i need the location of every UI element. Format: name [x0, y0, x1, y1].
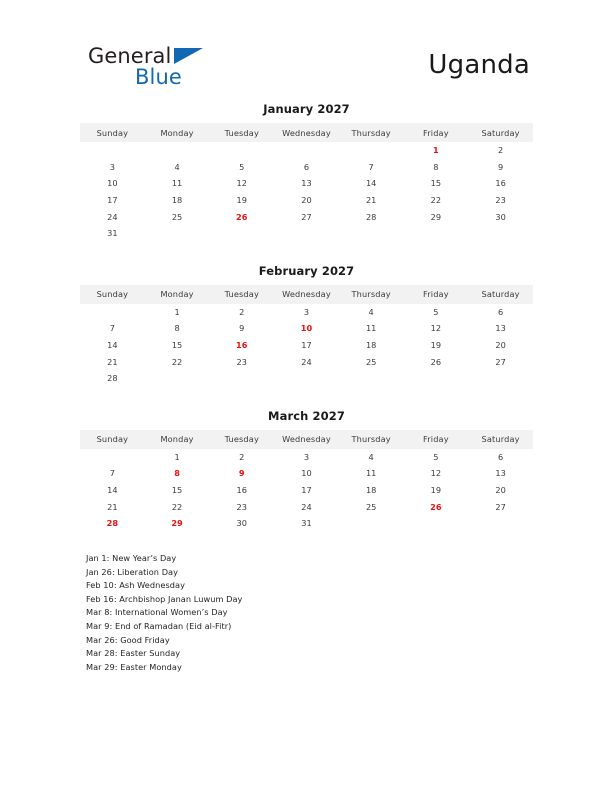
weekday-header-tuesday: Tuesday: [209, 123, 274, 142]
day-cell-holiday[interactable]: 29: [171, 518, 183, 529]
day-cell[interactable]: 23: [495, 195, 506, 206]
day-cell[interactable]: 24: [301, 356, 312, 367]
holiday-list: [86, 552, 506, 674]
weekday-header-row: [80, 123, 533, 142]
holiday-list-item: Mar 28: Easter Sunday: [86, 648, 181, 659]
day-cell[interactable]: 14: [365, 178, 377, 189]
day-cell-empty: [209, 225, 274, 242]
weekday-header-saturday: Saturday: [468, 285, 533, 304]
day-cell[interactable]: 22: [171, 501, 183, 512]
day-cell[interactable]: 30: [236, 518, 247, 529]
month-grid: [80, 285, 533, 387]
week-row: [80, 159, 533, 176]
weekday-header-friday: Friday: [404, 285, 469, 304]
weekday-header-sunday: Sunday: [80, 123, 145, 142]
day-cell[interactable]: 16: [236, 485, 247, 496]
day-cell[interactable]: 19: [430, 485, 442, 496]
day-cell[interactable]: 2: [239, 306, 245, 317]
day-cell[interactable]: 19: [236, 195, 247, 206]
day-cell-empty: [339, 225, 404, 242]
day-cell[interactable]: 2: [498, 145, 504, 156]
weekday-header-wednesday: Wednesday: [274, 285, 339, 304]
day-cell[interactable]: 12: [430, 323, 442, 334]
day-cell[interactable]: 12: [430, 468, 442, 479]
day-cell-empty: [404, 370, 469, 387]
day-cell[interactable]: 6: [303, 161, 310, 172]
day-cell[interactable]: 29: [430, 211, 442, 222]
day-cell[interactable]: 15: [171, 340, 183, 351]
day-cell-empty: [80, 304, 145, 321]
day-cell-empty: [80, 142, 145, 159]
day-cell[interactable]: 3: [303, 306, 310, 317]
weekday-header-tuesday: Tuesday: [209, 285, 274, 304]
day-cell[interactable]: 26: [430, 356, 442, 367]
day-cell[interactable]: 27: [495, 501, 506, 512]
day-cell[interactable]: 5: [433, 451, 439, 462]
holiday-list-item: Jan 26: Liberation Day: [86, 566, 179, 577]
week-row: [80, 175, 533, 192]
holiday-list-item: Mar 9: End of Ramadan (Eid al-Fitr): [86, 620, 232, 631]
day-cell[interactable]: 21: [107, 356, 118, 367]
week-row: [80, 498, 533, 515]
day-cell[interactable]: 20: [301, 195, 312, 206]
weekday-header-wednesday: Wednesday: [274, 430, 339, 449]
day-cell[interactable]: 28: [365, 211, 377, 222]
day-cell-holiday[interactable]: 10: [300, 323, 313, 334]
day-cell[interactable]: 4: [368, 451, 374, 462]
week-row: [80, 192, 533, 209]
weekday-header-saturday: Saturday: [468, 123, 533, 142]
day-cell[interactable]: 9: [239, 323, 245, 334]
month-grid: [80, 123, 533, 242]
day-cell-empty: [468, 370, 533, 387]
day-cell[interactable]: 1: [174, 451, 180, 462]
holiday-list-item: Mar 26: Good Friday: [86, 634, 170, 645]
logo-text-blue: Blue: [135, 65, 182, 89]
day-cell[interactable]: 7: [109, 323, 115, 334]
day-cell-empty: [145, 370, 210, 387]
weekday-header-sunday: Sunday: [80, 285, 145, 304]
week-row: [80, 304, 533, 321]
weekday-header-friday: Friday: [404, 430, 469, 449]
day-cell[interactable]: 31: [107, 228, 118, 239]
day-cell[interactable]: 22: [171, 356, 183, 367]
day-cell-holiday[interactable]: 1: [433, 145, 439, 156]
day-cell-holiday[interactable]: 16: [236, 340, 248, 351]
weekday-header-saturday: Saturday: [468, 430, 533, 449]
month-block: [80, 102, 533, 242]
day-cell[interactable]: 15: [171, 485, 183, 496]
day-cell[interactable]: 7: [368, 161, 374, 172]
day-cell-empty: [209, 142, 274, 159]
weekday-header-monday: Monday: [145, 430, 210, 449]
holiday-list-item: Feb 10: Ash Wednesday: [86, 580, 185, 591]
day-cell-empty: [339, 515, 404, 532]
day-cell[interactable]: 15: [430, 178, 442, 189]
day-cell[interactable]: 22: [430, 195, 442, 206]
day-cell[interactable]: 1: [174, 306, 180, 317]
day-cell[interactable]: 14: [107, 485, 118, 496]
week-row: [80, 208, 533, 225]
day-cell-empty: [404, 225, 469, 242]
weekday-header-monday: Monday: [145, 123, 210, 142]
weekday-header-monday: Monday: [145, 285, 210, 304]
day-cell[interactable]: 20: [495, 485, 506, 496]
weekday-header-thursday: Thursday: [339, 430, 404, 449]
day-cell-holiday[interactable]: 9: [238, 468, 245, 479]
day-cell[interactable]: 21: [107, 501, 118, 512]
day-cell[interactable]: 9: [498, 161, 504, 172]
day-cell[interactable]: 24: [107, 211, 118, 222]
day-cell[interactable]: 18: [365, 485, 377, 496]
day-cell[interactable]: 14: [107, 340, 118, 351]
day-cell[interactable]: 13: [495, 323, 506, 334]
day-cell-empty: [339, 142, 404, 159]
day-cell[interactable]: 10: [107, 178, 118, 189]
month-block: [80, 409, 533, 532]
holiday-list-item: Mar 29: Easter Monday: [86, 661, 182, 672]
day-cell[interactable]: 24: [301, 501, 312, 512]
day-cell-empty: [404, 515, 469, 532]
day-cell-holiday[interactable]: 26: [236, 211, 248, 222]
day-cell[interactable]: 4: [174, 161, 180, 172]
day-cell[interactable]: 18: [365, 340, 377, 351]
day-cell[interactable]: 5: [433, 306, 439, 317]
week-row: [80, 142, 533, 159]
week-row: [80, 353, 533, 370]
day-cell[interactable]: 13: [495, 468, 506, 479]
day-cell[interactable]: 12: [236, 178, 247, 189]
calendar-months-container: [80, 102, 533, 554]
day-cell[interactable]: 23: [236, 501, 247, 512]
day-cell[interactable]: 20: [495, 340, 506, 351]
day-cell[interactable]: 11: [171, 178, 183, 189]
week-row: [80, 320, 533, 337]
weekday-header-wednesday: Wednesday: [274, 123, 339, 142]
month-title: January 2027: [263, 102, 350, 116]
day-cell[interactable]: 3: [109, 161, 115, 172]
day-cell[interactable]: 30: [495, 211, 506, 222]
day-cell-empty: [209, 370, 274, 387]
weekday-header-thursday: Thursday: [339, 123, 404, 142]
day-cell-empty: [145, 225, 210, 242]
day-cell[interactable]: 6: [498, 451, 504, 462]
weekday-header-row: [80, 285, 533, 304]
day-cell-holiday[interactable]: 26: [430, 501, 442, 512]
week-row: [80, 449, 533, 466]
page-header: [0, 0, 612, 100]
day-cell-empty: [80, 449, 145, 466]
day-cell[interactable]: 5: [239, 161, 245, 172]
day-cell[interactable]: 7: [109, 468, 115, 479]
day-cell[interactable]: 25: [365, 501, 377, 512]
logo-text-general: General: [88, 44, 172, 68]
day-cell[interactable]: 25: [171, 211, 183, 222]
holiday-list-item: Mar 8: International Women’s Day: [86, 607, 228, 618]
day-cell-holiday[interactable]: 28: [106, 518, 119, 529]
general-blue-logo: [88, 44, 268, 90]
day-cell[interactable]: 11: [365, 468, 377, 479]
weekday-header-sunday: Sunday: [80, 430, 145, 449]
day-cell-holiday[interactable]: 8: [174, 468, 180, 479]
day-cell[interactable]: 4: [368, 306, 374, 317]
day-cell[interactable]: 21: [365, 195, 377, 206]
day-cell[interactable]: 31: [301, 518, 312, 529]
weekday-header-tuesday: Tuesday: [209, 430, 274, 449]
page-title: Uganda: [428, 50, 530, 80]
day-cell[interactable]: 13: [301, 178, 312, 189]
week-row: [80, 515, 533, 532]
weekday-header-friday: Friday: [404, 123, 469, 142]
day-cell[interactable]: 8: [433, 161, 439, 172]
day-cell[interactable]: 28: [107, 373, 118, 384]
day-cell[interactable]: 18: [171, 195, 183, 206]
day-cell-empty: [274, 142, 339, 159]
day-cell[interactable]: 17: [107, 195, 118, 206]
day-cell[interactable]: 19: [430, 340, 442, 351]
day-cell[interactable]: 25: [365, 356, 377, 367]
week-row: [80, 225, 533, 242]
day-cell-empty: [274, 370, 339, 387]
weekday-header-thursday: Thursday: [339, 285, 404, 304]
day-cell[interactable]: 23: [236, 356, 247, 367]
day-cell[interactable]: 17: [301, 485, 312, 496]
day-cell[interactable]: 6: [498, 306, 504, 317]
day-cell[interactable]: 10: [301, 468, 312, 479]
month-title: March 2027: [268, 408, 345, 423]
holiday-list-item: Jan 1: New Year’s Day: [86, 553, 177, 563]
month-title: February 2027: [258, 263, 355, 278]
week-row: [80, 482, 533, 499]
day-cell[interactable]: 16: [495, 178, 506, 189]
holiday-list-item: Feb 16: Archbishop Janan Luwum Day: [86, 593, 243, 604]
day-cell[interactable]: 27: [301, 211, 312, 222]
week-row: [80, 337, 533, 354]
day-cell-empty: [274, 225, 339, 242]
week-row: [80, 370, 533, 387]
day-cell[interactable]: 2: [239, 451, 245, 462]
day-cell-empty: [468, 225, 533, 242]
day-cell[interactable]: 3: [303, 451, 310, 462]
day-cell[interactable]: 27: [495, 356, 506, 367]
day-cell[interactable]: 11: [365, 323, 377, 334]
day-cell-empty: [468, 515, 533, 532]
logo-triangle-icon: [174, 48, 203, 64]
day-cell[interactable]: 8: [174, 323, 180, 334]
day-cell-empty: [145, 142, 210, 159]
month-block: [80, 264, 533, 387]
day-cell-empty: [339, 370, 404, 387]
day-cell[interactable]: 17: [301, 340, 312, 351]
weekday-header-row: [80, 430, 533, 449]
week-row: [80, 465, 533, 482]
month-grid: [80, 430, 533, 532]
